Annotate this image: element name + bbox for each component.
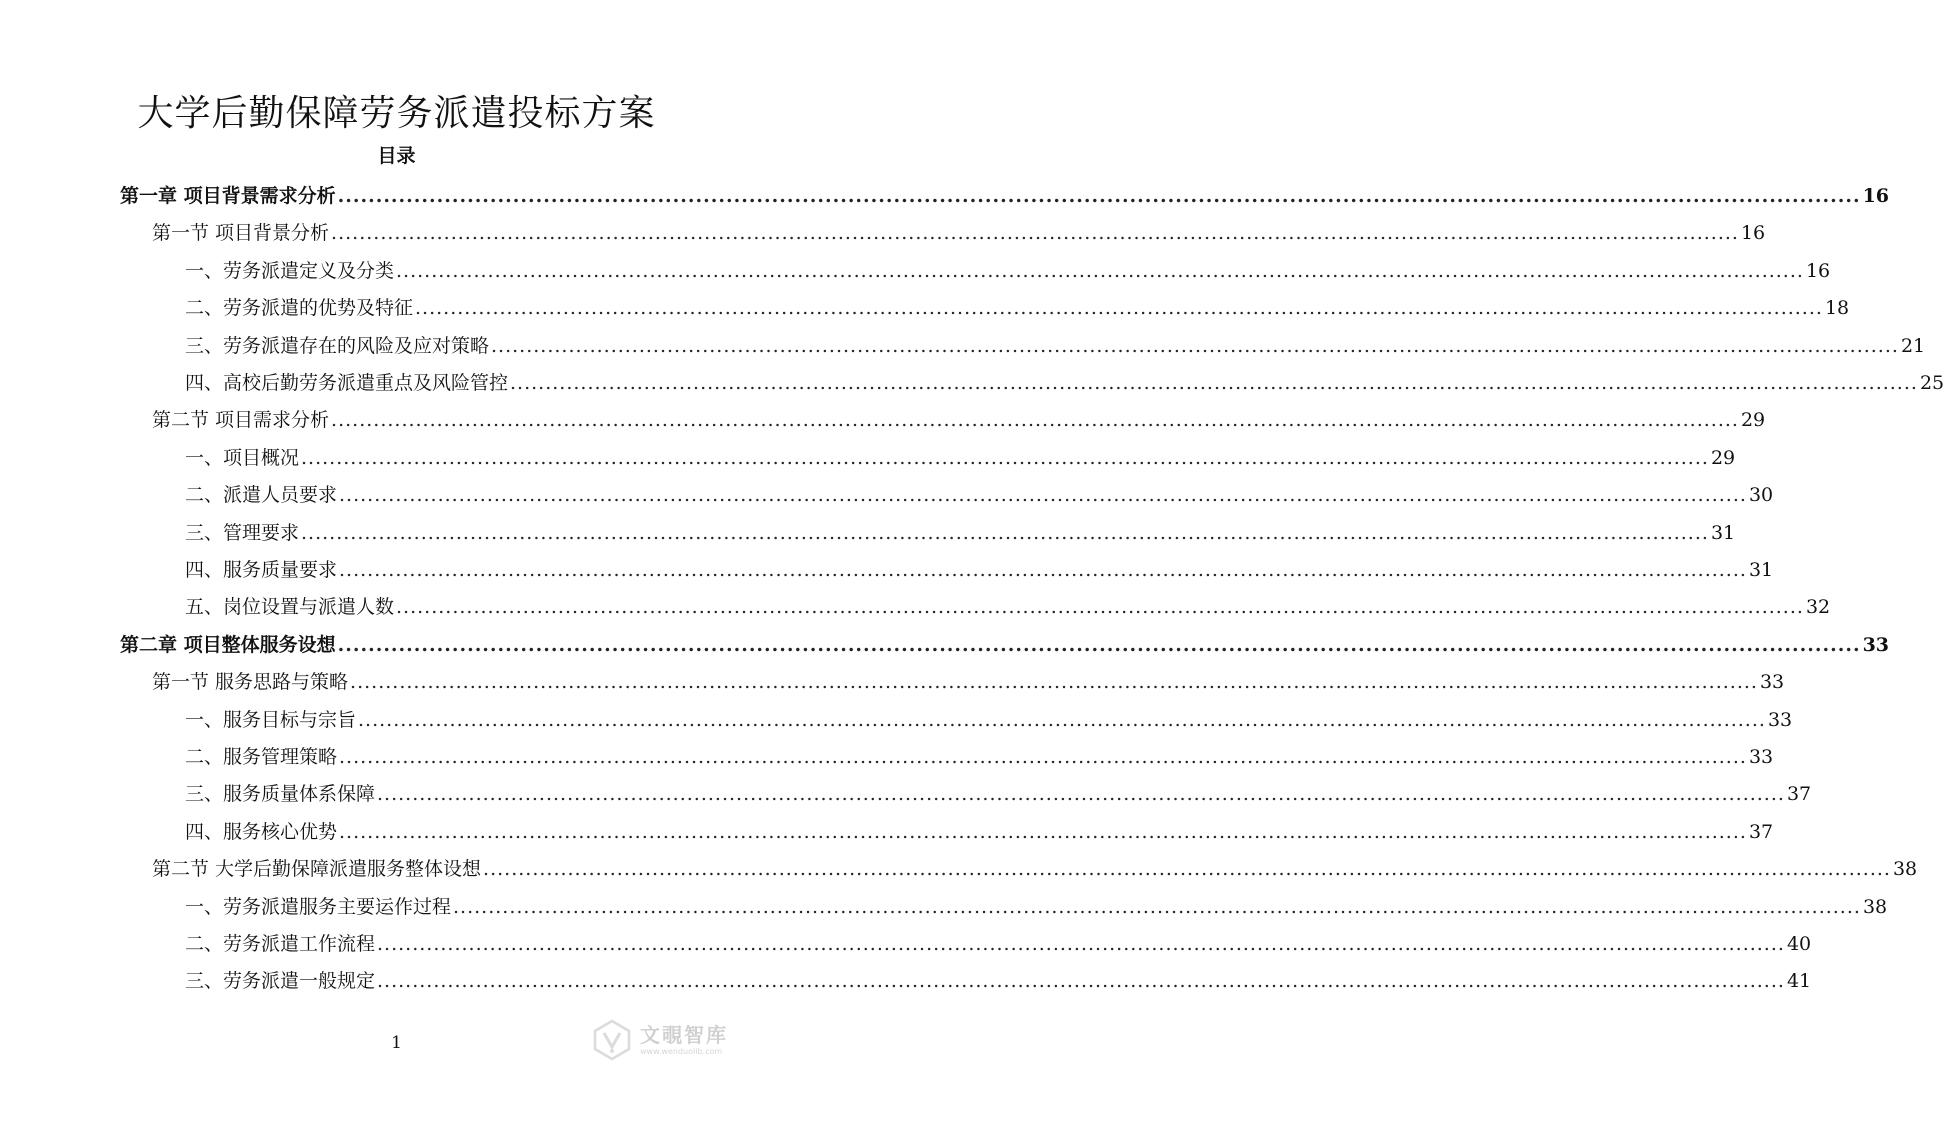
toc-entry-page: 18: [1824, 297, 1850, 320]
toc-leader-dots: ........................................................................................................................................................................................................: [339, 820, 1747, 843]
toc-entry-label: 第二节 大学后勤保障派遣服务整体设想: [152, 858, 482, 881]
toc-entry-page: 16: [1862, 185, 1890, 207]
toc-entry-page: 16: [1740, 222, 1766, 245]
toc-entry-page: 38: [1892, 858, 1918, 881]
toc-leader-dots: ........................................................................................................................................................................................................: [339, 746, 1747, 768]
toc-entry[interactable]: [185, 440, 1736, 476]
toc-entry[interactable]: [185, 552, 1774, 588]
toc-entry[interactable]: [152, 215, 1766, 251]
toc-entry-label: 第二节 项目需求分析: [152, 409, 330, 432]
toc-entry[interactable]: [185, 328, 1926, 364]
toc-entry[interactable]: [185, 515, 1736, 551]
toc-entry-label: 二、劳务派遣的优势及特征: [185, 297, 414, 320]
toc-entry[interactable]: [152, 851, 1918, 887]
toc-entry-label: 二、派遣人员要求: [185, 484, 338, 507]
toc-leader-dots: ........................................................................................................................................................................................................: [331, 409, 1739, 432]
toc-leader-dots: ........................................................................................................................................................................................................: [301, 446, 1709, 469]
toc-leader-dots: ........................................................................................................................................................................................................: [377, 783, 1785, 806]
toc-entry[interactable]: [185, 776, 1812, 812]
toc-leader-dots: ........................................................................................................................................................................................................: [331, 222, 1739, 245]
toc-entry-label: 三、服务质量体系保障: [185, 783, 376, 806]
toc-entry-page: 25: [1919, 372, 1944, 394]
toc-entry[interactable]: [185, 963, 1812, 999]
document-title: 大学后勤保障劳务派遣投标方案: [137, 93, 656, 134]
toc-entry-label: 一、劳务派遣服务主要运作过程: [185, 895, 452, 918]
toc-entry[interactable]: [185, 253, 1831, 289]
toc-entry-page: 16: [1805, 259, 1831, 282]
toc-entry-label: 一、服务目标与宗旨: [185, 708, 357, 731]
toc-leader-dots: ........................................................................................................................................................................................................: [396, 596, 1804, 619]
toc-entry-page: 29: [1740, 409, 1766, 432]
toc-entry-page: 37: [1748, 820, 1774, 843]
toc-entry-label: 四、服务核心优势: [185, 820, 338, 843]
toc-leader-dots: ........................................................................................................................................................................................................: [337, 633, 1861, 656]
toc-entry-label: 第一节 服务思路与策略: [152, 671, 349, 694]
toc-entry[interactable]: [120, 627, 1890, 663]
toc-entry-label: 一、项目概况: [185, 446, 300, 469]
toc-entry-label: 第一章 项目背景需求分析: [120, 185, 336, 207]
toc-leader-dots: ........................................................................................................................................................................................................: [301, 521, 1709, 544]
toc-entry-label: 第二章 项目整体服务设想: [120, 633, 336, 656]
toc-entry-label: 四、高校后勤劳务派遣重点及风险管控: [185, 372, 509, 394]
toc-entry-label: 三、劳务派遣一般规定: [185, 970, 376, 993]
toc-entry-page: 30: [1748, 484, 1774, 507]
toc-entry[interactable]: [185, 889, 1888, 925]
toc-entry[interactable]: [185, 739, 1774, 775]
toc-entry[interactable]: [185, 702, 1793, 738]
toc-leader-dots: ........................................................................................................................................................................................................: [350, 671, 1758, 694]
toc-entry-page: 33: [1748, 746, 1774, 768]
toc-leader-dots: ........................................................................................................................................................................................................: [453, 895, 1861, 918]
toc-leader-dots: ........................................................................................................................................................................................................: [377, 933, 1785, 955]
toc-entry[interactable]: [185, 926, 1812, 962]
toc-entry-label: 一、劳务派遣定义及分类: [185, 259, 395, 282]
toc-entry-page: 32: [1805, 596, 1831, 619]
toc-entry-label: 第一节 项目背景分析: [152, 222, 330, 245]
toc-entry-page: 21: [1900, 334, 1926, 357]
toc-entry-page: 33: [1759, 671, 1785, 694]
page-number: 1: [391, 1033, 402, 1053]
toc-leader-dots: ........................................................................................................................................................................................................: [339, 484, 1747, 507]
toc-leader-dots: ........................................................................................................................................................................................................: [415, 297, 1823, 320]
toc-entry[interactable]: [185, 290, 1850, 326]
toc-heading: 目录: [377, 145, 416, 167]
toc-entry[interactable]: [185, 365, 1944, 401]
toc-entry-page: 31: [1710, 521, 1736, 544]
toc-entry-page: 33: [1862, 633, 1890, 656]
toc-entry-label: 三、管理要求: [185, 521, 300, 544]
toc-entry-label: 二、劳务派遣工作流程: [185, 933, 376, 955]
watermark-url: www.wenduolib.com: [640, 1047, 723, 1056]
toc-entry[interactable]: [185, 589, 1831, 625]
toc-leader-dots: ........................................................................................................................................................................................................: [377, 970, 1785, 993]
toc-entry-page: 38: [1862, 895, 1888, 918]
toc-leader-dots: ........................................................................................................................................................................................................: [396, 259, 1804, 282]
toc-entry[interactable]: [185, 477, 1774, 513]
toc-entry-label: 二、服务管理策略: [185, 746, 338, 768]
toc-entry-label: 三、劳务派遣存在的风险及应对策略: [185, 334, 490, 357]
toc-entry-page: 37: [1786, 783, 1812, 806]
toc-entry-label: 五、岗位设置与派遣人数: [185, 596, 395, 619]
watermark-name: 文覗智库: [640, 1023, 728, 1047]
toc-leader-dots: ........................................................................................................................................................................................................: [483, 858, 1891, 881]
toc-entry[interactable]: [185, 814, 1774, 850]
toc-entry-page: 40: [1786, 933, 1812, 955]
toc-leader-dots: ........................................................................................................................................................................................................: [339, 559, 1747, 581]
toc-entry[interactable]: [152, 664, 1785, 700]
toc-leader-dots: ........................................................................................................................................................................................................: [358, 708, 1766, 731]
toc-leader-dots: ........................................................................................................................................................................................................: [337, 185, 1861, 207]
toc-entry-label: 四、服务质量要求: [185, 559, 338, 581]
toc-leader-dots: ........................................................................................................................................................................................................: [510, 372, 1918, 394]
toc-entry[interactable]: [152, 402, 1766, 438]
toc-entry-page: 33: [1767, 708, 1793, 731]
toc-leader-dots: ........................................................................................................................................................................................................: [491, 334, 1899, 357]
toc-entry-page: 29: [1710, 446, 1736, 469]
toc-entry[interactable]: [120, 178, 1890, 214]
watermark: [590, 1018, 728, 1062]
wendu-logo-icon: [590, 1018, 634, 1062]
toc-entry-page: 31: [1748, 559, 1774, 581]
toc-entry-page: 41: [1786, 970, 1812, 993]
